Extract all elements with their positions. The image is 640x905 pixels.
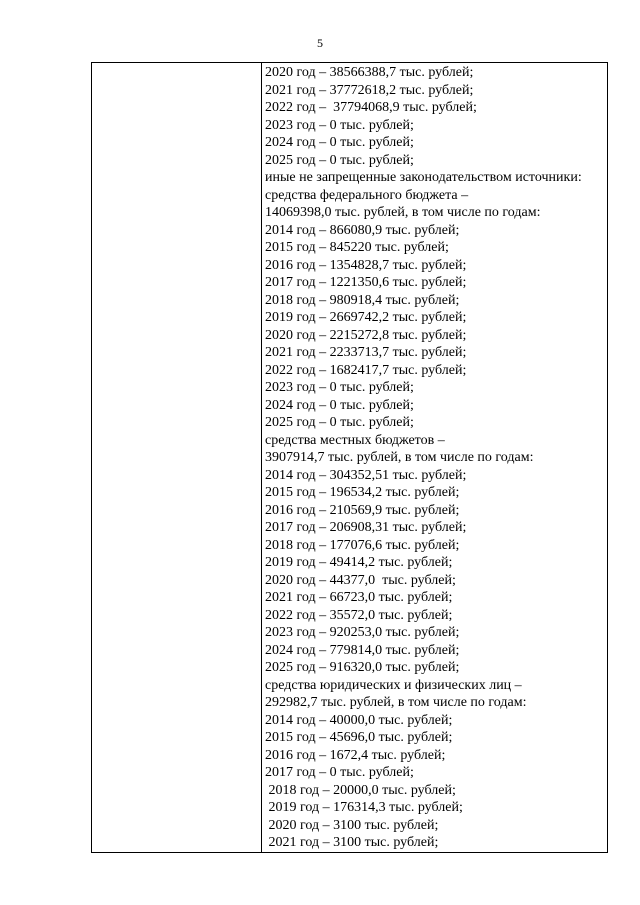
funding-line: средства местных бюджетов – xyxy=(265,432,445,448)
funding-line: 2025 год – 916320,0 тыс. рублей; xyxy=(265,660,460,675)
page-number: 5 xyxy=(317,36,323,50)
funding-line: 2019 год – 176314,3 тыс. рублей; xyxy=(265,800,463,815)
label-cell xyxy=(92,63,262,853)
funding-line: 2016 год – 1672,4 тыс. рублей; xyxy=(265,747,446,763)
funding-line: 2015 год – 845220 тыс. рублей; xyxy=(265,240,449,255)
funding-line: 2025 год – 0 тыс. рублей; xyxy=(265,415,414,430)
funding-line: 2017 год – 1221350,6 тыс. рублей; xyxy=(265,275,467,290)
funding-line: 2025 год – 0 тыс. рублей; xyxy=(265,152,414,168)
funding-cell xyxy=(262,63,608,853)
funding-line: 2019 год – 49414,2 тыс. рублей; xyxy=(265,555,453,570)
funding-line: средства федерального бюджета – xyxy=(265,187,469,203)
funding-line: 2024 год – 779814,0 тыс. рублей; xyxy=(265,642,460,658)
funding-line: 2021 год – 2233713,7 тыс. рублей; xyxy=(265,345,467,360)
funding-line: 2022 год – 1682417,7 тыс. рублей; xyxy=(265,362,467,378)
funding-line: 292982,7 тыс. рублей, в том числе по годам: xyxy=(265,695,527,710)
table-row xyxy=(92,63,608,853)
funding-line: 2023 год – 0 тыс. рублей; xyxy=(265,380,414,395)
funding-line: 2016 год – 1354828,7 тыс. рублей; xyxy=(265,257,467,273)
funding-line: 2015 год – 196534,2 тыс. рублей; xyxy=(265,485,460,500)
funding-line: 2015 год – 45696,0 тыс. рублей; xyxy=(265,730,453,745)
funding-line: средства юридических и физических лиц – xyxy=(265,677,522,693)
funding-line: 2021 год – 37772618,2 тыс. рублей; xyxy=(265,82,474,98)
funding-line: 2018 год – 177076,6 тыс. рублей; xyxy=(265,537,460,553)
funding-line: иные не запрещенные законодательством источники: xyxy=(265,170,582,185)
funding-line: 2020 год – 3100 тыс. рублей; xyxy=(265,817,439,833)
funding-line: 2021 год – 66723,0 тыс. рублей; xyxy=(265,590,453,605)
funding-line: 2016 год – 210569,9 тыс. рублей; xyxy=(265,502,460,518)
funding-line: 2024 год – 0 тыс. рублей; xyxy=(265,135,414,150)
funding-line: 2018 год – 20000,0 тыс. рублей; xyxy=(265,782,456,798)
funding-line: 2023 год – 0 тыс. рублей; xyxy=(265,117,414,133)
funding-line: 14069398,0 тыс. рублей, в том числе по годам: xyxy=(265,205,541,220)
funding-line: 2018 год – 980918,4 тыс. рублей; xyxy=(265,292,460,308)
funding-line: 2014 год – 866080,9 тыс. рублей; xyxy=(265,222,460,238)
funding-line: 3907914,7 тыс. рублей, в том числе по годам: xyxy=(265,450,534,465)
funding-line: 2014 год – 304352,51 тыс. рублей; xyxy=(265,467,467,483)
funding-table xyxy=(91,62,608,853)
funding-line: 2021 год – 3100 тыс. рублей; xyxy=(265,835,439,850)
funding-line: 2022 год – 35572,0 тыс. рублей; xyxy=(265,607,453,623)
funding-line: 2020 год – 38566388,7 тыс. рублей; xyxy=(265,65,474,80)
funding-line: 2020 год – 2215272,8 тыс. рублей; xyxy=(265,327,467,343)
funding-line: 2017 год – 0 тыс. рублей; xyxy=(265,765,414,780)
funding-lines xyxy=(262,63,607,852)
funding-line: 2019 год – 2669742,2 тыс. рублей; xyxy=(265,310,467,325)
funding-line: 2022 год – 37794068,9 тыс. рублей; xyxy=(265,100,477,115)
funding-line: 2017 год – 206908,31 тыс. рублей; xyxy=(265,520,467,535)
funding-line: 2014 год – 40000,0 тыс. рублей; xyxy=(265,712,453,728)
funding-line: 2020 год – 44377,0 тыс. рублей; xyxy=(265,572,456,588)
funding-line: 2024 год – 0 тыс. рублей; xyxy=(265,397,414,413)
funding-line: 2023 год – 920253,0 тыс. рублей; xyxy=(265,625,460,640)
